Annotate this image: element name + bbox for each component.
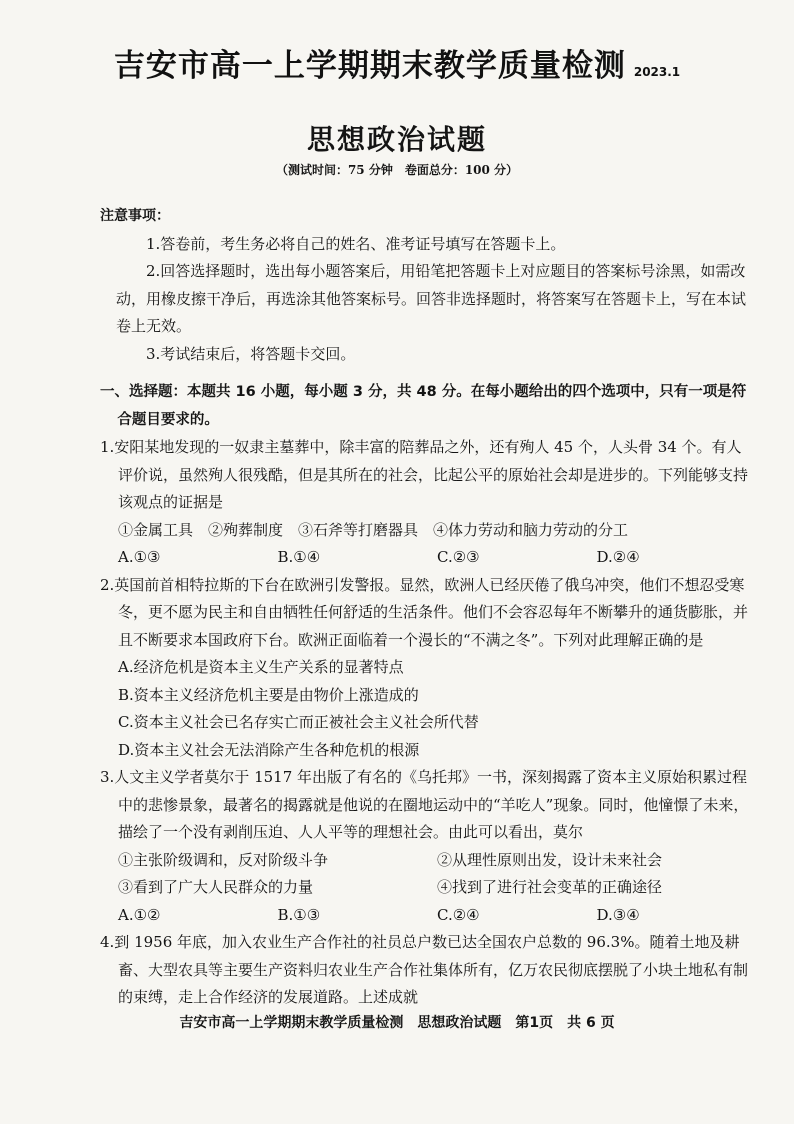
exam-title [0, 40, 794, 85]
notice-title: 注意事项： [100, 208, 170, 224]
answer-options [118, 544, 756, 572]
question-stem: 2.英国前首相特拉斯的下台在欧洲引发警报。显然，欧洲人已经厌倦了俄乌冲突，他们不想忍受寒冬，更不愿为民主和自由牺牲任何舒适的生活条件。他们不会容忍每年不断攀升的通货膨胀，并且不断要求本国政府下台。欧洲正面临着一个漫长的“不满之冬”。下列对此理解正确的是 [100, 575, 749, 649]
exam-info: （测试时间：75 分钟 卷面总分：100 分） [275, 163, 519, 177]
option-b: B.①④ [277, 548, 321, 566]
statement-1: ①主张阶级调和，反对阶级斗争 [118, 850, 329, 869]
question-1 [100, 434, 756, 572]
question-3 [100, 764, 756, 929]
question-stem: 4.到 1956 年底，加入农业生产合作社的社员总户数已达全国农户总数的 96.3%。随着土地及耕畜、大型农具等主要生产资料归农业生产合作社集体所有，亿万农民彻底摆脱了小块土地私有制的束缚，走上合作经济的发展道路。上述成就 [100, 933, 749, 1006]
question-statements [118, 847, 756, 875]
notice-item: 1.答卷前，考生务必将自己的姓名、准考证号填写在答题卡上。 [146, 234, 566, 253]
option-a: A.经济危机是资本主义生产关系的显著特点 [118, 658, 404, 676]
question-section [100, 379, 756, 1012]
question-2 [100, 572, 756, 765]
option-c: C.资本主义社会已名存实亡而正被社会主义社会所代替 [118, 713, 479, 731]
option-a: A.①② [118, 905, 161, 924]
option-d: D.资本主义社会无法消除产生各种危机的根源 [118, 740, 420, 759]
question-4 [100, 929, 756, 1012]
exam-date: 2023.1 [633, 65, 681, 79]
question-stem: 1.安阳某地发现的一奴隶主墓葬中，除丰富的陪葬品之外，还有殉人 45 个，人头骨 34 个。有人评价说，虽然殉人很残酷，但是其所在的社会，比起公平的原始社会却是进步的。下列能够支持该观点的证据是 [100, 438, 749, 511]
page-footer: 吉安市高一上学期期末教学质量检测 思想政治试题 第1页 共 6 页 [179, 1015, 615, 1031]
statement-3: ③看到了广大人民群众的力量 [118, 878, 314, 896]
option-b: B.①③ [277, 905, 321, 924]
answer-options [118, 902, 756, 930]
exam-title-text: 吉安市高一上学期期末教学质量检测 [113, 48, 626, 84]
notice-item: 2.回答选择题时，选出每小题答案后，用铅笔把答题卡上对应题目的答案标号涂黑，如需改动，用橡皮擦干净后，再选涂其他答案标号。回答非选择题时，将答案写在答题卡上，写在本试卷上无效。 [116, 262, 747, 335]
statement-4: ④找到了进行社会变革的正确途径 [437, 878, 663, 896]
notice-section [100, 203, 756, 368]
option-a: A.①③ [118, 548, 161, 566]
question-statements [118, 874, 756, 902]
option-c: C.②③ [437, 548, 480, 566]
option-d: D.③④ [596, 905, 640, 924]
question-statements: ①金属工具 ②殉葬制度 ③石斧等打磨器具 ④体力劳动和脑力劳动的分工 [118, 520, 629, 539]
question-stem: 3.人文主义学者莫尔于 1517 年出版了有名的《乌托邦》一书，深刻揭露了资本主义原始积累过程中的悲惨景象，最著名的揭露就是他说的在圈地运动中的“羊吃人”现象。同时，他憧憬了未来，描绘了一个没有剥削压迫、人人平等的理想社会。由此可以看出，莫尔 [100, 768, 749, 841]
option-d: D.②④ [596, 548, 640, 566]
notice-item: 3.考试结束后，将答题卡交回。 [146, 344, 356, 363]
statement-2: ②从理性原则出发，设计未来社会 [437, 850, 663, 869]
section-heading: 一、选择题：本题共 16 小题，每小题 3 分，共 48 分。在每小题给出的四个选项中，只有一项是符合题目要求的。 [100, 384, 747, 428]
option-b: B.资本主义经济危机主要是由物价上涨造成的 [118, 685, 419, 704]
subject-title: 思想政治试题 [306, 123, 487, 156]
option-c: C.②④ [437, 905, 480, 924]
